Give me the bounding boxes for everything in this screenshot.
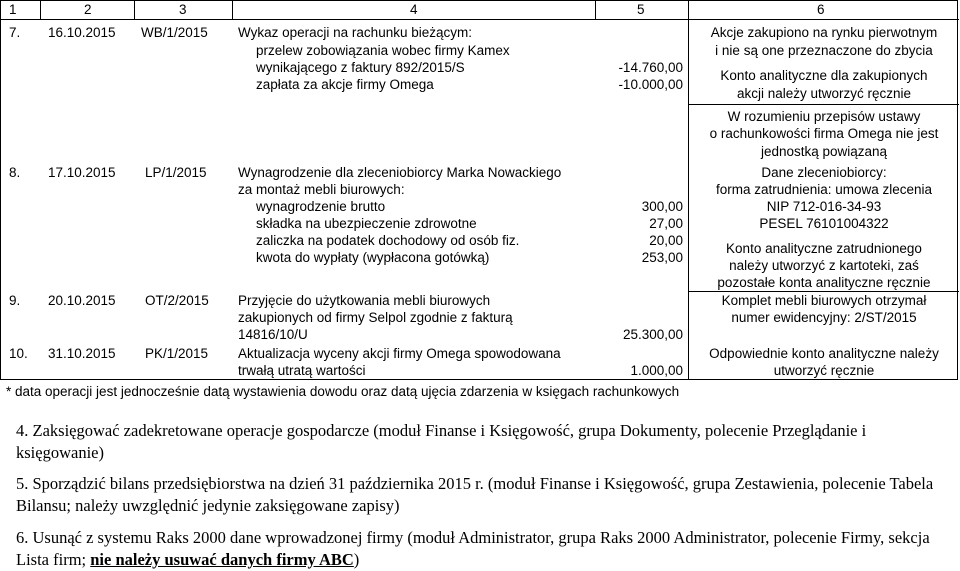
header-divider xyxy=(1,19,959,20)
row-description: wynikającego z faktury 892/2015/S xyxy=(256,60,465,75)
task-6-text: 6. Usunąć z systemu Raks 2000 dane wprowadzonej firmy (moduł Administrator, grupa Raks 2000 Administrator, polecenie Firmy, sekcja Lista firm; xyxy=(16,528,930,569)
row-note: i nie są one przeznaczone do zbycia xyxy=(715,43,933,58)
row-document: LP/1/2015 xyxy=(145,165,207,180)
col-divider xyxy=(595,1,596,19)
row-note: Dane zleceniobiorcy: xyxy=(761,165,887,180)
header-cell: 2 xyxy=(84,2,92,17)
note-divider xyxy=(688,291,959,292)
row-document: OT/2/2015 xyxy=(145,293,209,308)
row-number: 9. xyxy=(9,293,21,308)
header-cell: 6 xyxy=(817,2,825,17)
header-cell: 1 xyxy=(9,2,17,17)
row-document: PK/1/2015 xyxy=(145,346,209,361)
row-description: 14816/10/U xyxy=(238,327,308,342)
row-amount: -14.760,00 xyxy=(618,60,683,75)
row-note: pozostałe konta analityczne ręcznie xyxy=(717,275,931,290)
row-description: Aktualizacja wyceny akcji firmy Omega spowodowana xyxy=(238,346,561,361)
row-note: W rozumieniu przepisów ustawy xyxy=(727,109,921,124)
row-amount: 253,00 xyxy=(641,250,683,265)
task-6-end: ) xyxy=(353,550,360,569)
row-note: Odpowiednie konto analityczne należy xyxy=(709,346,939,361)
row-description: trwałą utratą wartości xyxy=(238,363,366,378)
header-cell: 3 xyxy=(179,2,187,17)
row-note: o rachunkowości firma Omega nie jest xyxy=(709,126,939,141)
task-6 xyxy=(16,527,946,571)
row-note: jednostką powiązaną xyxy=(760,144,888,159)
row-note: akcji należy utworzyć ręcznie xyxy=(736,86,912,101)
row-description: składka na ubezpieczenie zdrowotne xyxy=(256,216,477,231)
row-number: 10. xyxy=(9,346,28,361)
row-description: kwota do wypłaty (wypłacona gotówką) xyxy=(256,250,490,265)
row-description: przelew zobowiązania wobec firmy Kamex xyxy=(256,43,510,58)
footnote: * data operacji jest jednocześnie datą wystawienia dowodu oraz datą ujęcia zdarzenia w księgach rachunkowych xyxy=(6,384,680,399)
task-6-emphasis: nie należy usuwać danych firmy ABC xyxy=(90,550,354,569)
task-4: 4. Zaksięgować zadekretowane operacje gospodarcze (moduł Finanse i Księgowość, grupa Dokumenty, polecenie Przeglądanie i księgowanie) xyxy=(16,421,867,462)
row-description: zakupionych od firmy Selpol zgodnie z fakturą xyxy=(238,310,513,325)
row-description: zapłata za akcje firmy Omega xyxy=(256,77,434,92)
row-description: za montaż mebli biurowych: xyxy=(238,182,405,197)
row-amount: 300,00 xyxy=(641,199,683,214)
row-note: NIP 712-016-34-93 xyxy=(766,199,882,214)
row-number: 8. xyxy=(9,165,21,180)
row-note: należy utworzyć z kartoteki, zaś xyxy=(729,258,919,273)
row-note: Akcje zakupiono na rynku pierwotnym xyxy=(710,25,938,40)
row-note: PESEL 76101004322 xyxy=(759,216,889,231)
row-note: Konto analityczne dla zakupionych xyxy=(720,68,928,83)
row-amount: 1.000,00 xyxy=(630,363,683,378)
row-amount: -10.000,00 xyxy=(618,77,683,92)
row-description: zaliczka na podatek dochodowy od osób fiz. xyxy=(256,233,520,248)
row-description: Przyjęcie do użytkowania mebli biurowych xyxy=(238,293,491,308)
task-5: 5. Sporządzić bilans przedsiębiorstwa na dzień 31 października 2015 r. (moduł Finanse i Księgowość, grupa Zestawienia, polecenie Tabela Bilansu; należy uwzględnić jedynie zaksięgowane zapisy) xyxy=(16,474,934,515)
row-note: Konto analityczne zatrudnionego xyxy=(726,241,922,256)
row-note: Komplet mebli biurowych otrzymał xyxy=(721,293,927,308)
row-document: WB/1/2015 xyxy=(141,25,208,40)
row-description: Wynagrodzenie dla zleceniobiorcy Marka Nowackiego xyxy=(238,165,562,180)
row-date: 31.10.2015 xyxy=(48,346,116,361)
row-date: 16.10.2015 xyxy=(48,25,116,40)
header-cell: 5 xyxy=(637,2,645,17)
row-description: Wykaz operacji na rachunku bieżącym: xyxy=(238,25,472,40)
col-divider xyxy=(232,1,233,19)
row-note: forma zatrudnienia: umowa zlecenia xyxy=(715,182,933,197)
row-number: 7. xyxy=(9,25,21,40)
row-amount: 20,00 xyxy=(649,233,683,248)
note-divider xyxy=(688,104,959,105)
row-note: numer ewidencyjny: 2/ST/2015 xyxy=(731,310,917,325)
col-divider xyxy=(134,1,135,19)
row-date: 20.10.2015 xyxy=(48,293,116,308)
row-description: wynagrodzenie brutto xyxy=(256,199,386,214)
row-date: 17.10.2015 xyxy=(48,165,116,180)
row-amount: 25.300,00 xyxy=(622,327,683,342)
col-divider xyxy=(40,1,41,19)
header-cell: 4 xyxy=(410,2,418,17)
row-amount: 27,00 xyxy=(649,216,683,231)
row-note: utworzyć ręcznie xyxy=(773,363,875,378)
